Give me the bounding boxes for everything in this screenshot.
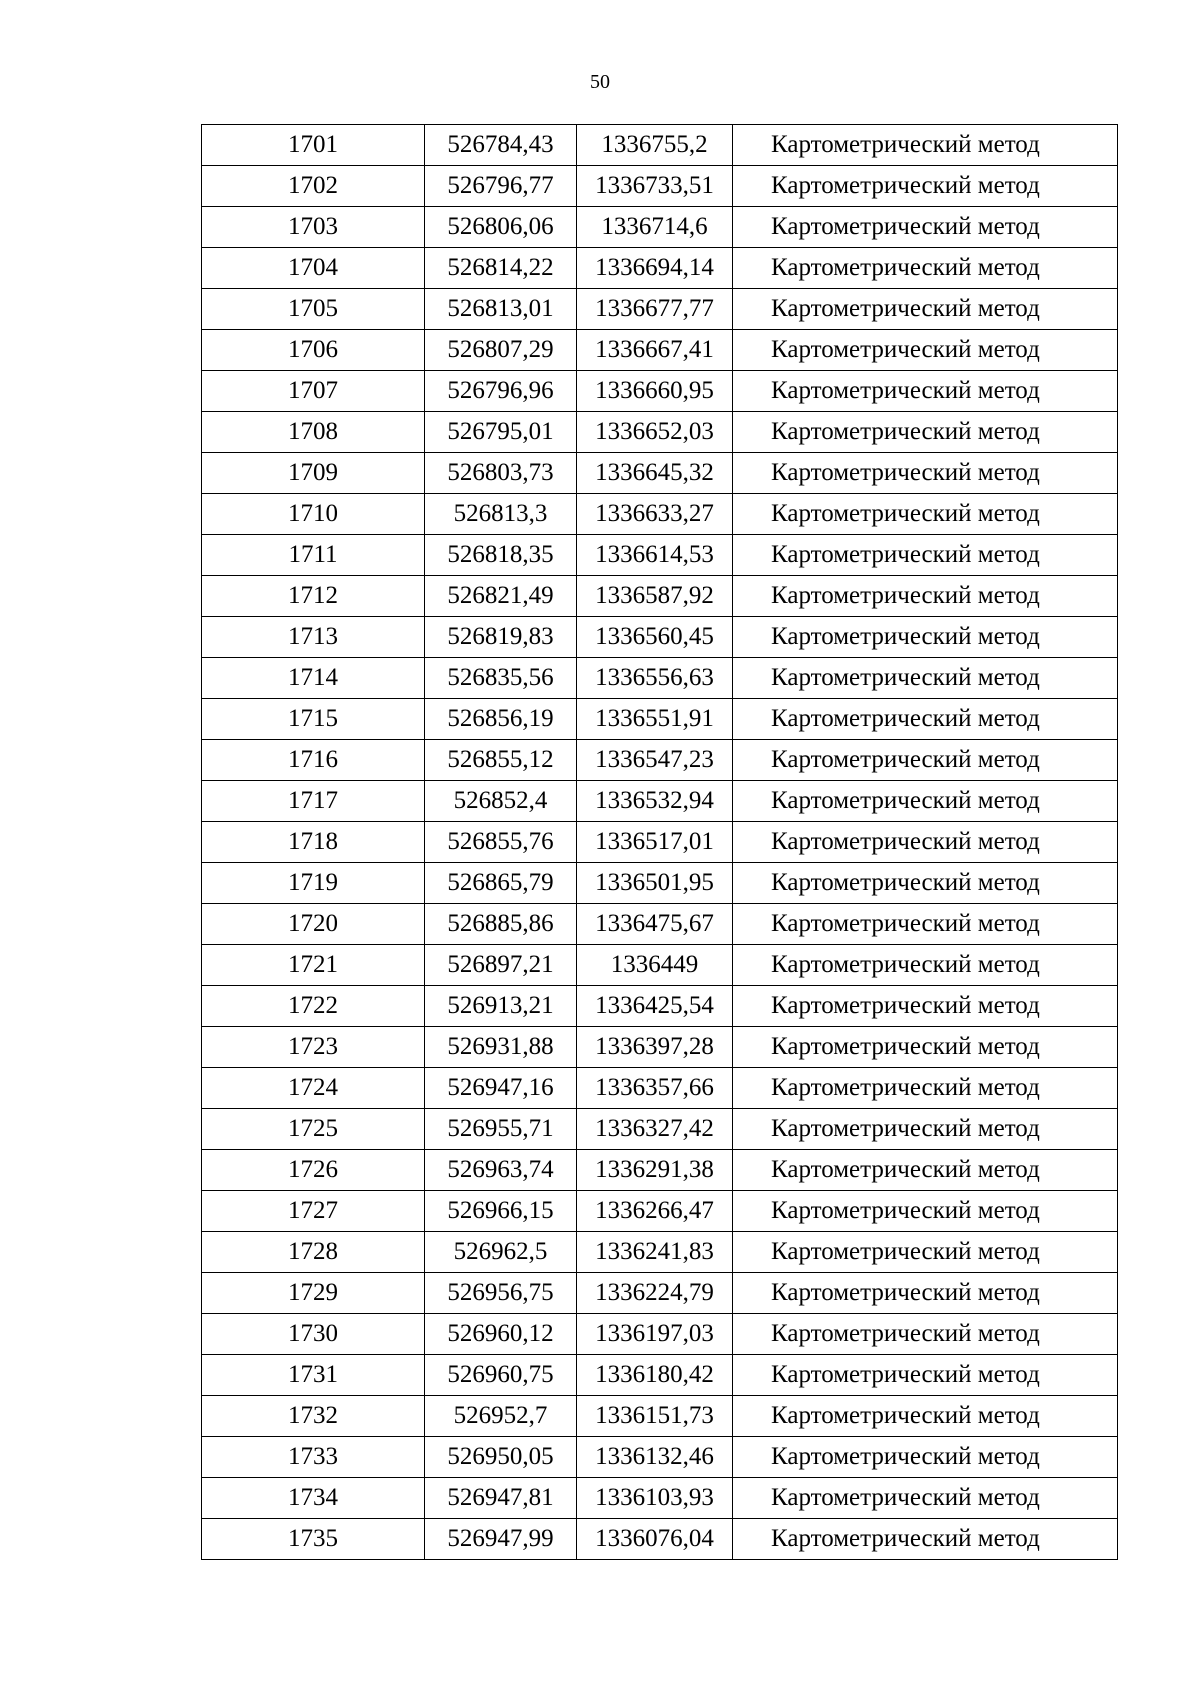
method-cell: Картометрический метод [733,617,1118,658]
y-coordinate-cell: 1336551,91 [577,699,733,740]
table-row [202,1437,1118,1478]
point-number-cell: 1704 [202,248,425,289]
method-cell: Картометрический метод [733,822,1118,863]
y-coordinate-cell: 1336517,01 [577,822,733,863]
method-cell: Картометрический метод [733,412,1118,453]
method-cell: Картометрический метод [733,125,1118,166]
x-coordinate-cell: 526856,19 [425,699,577,740]
table-row [202,1109,1118,1150]
method-cell: Картометрический метод [733,248,1118,289]
table-row [202,371,1118,412]
y-coordinate-cell: 1336714,6 [577,207,733,248]
point-number-cell: 1731 [202,1355,425,1396]
table-row [202,1232,1118,1273]
table-row [202,945,1118,986]
x-coordinate-cell: 526784,43 [425,125,577,166]
coordinates-table [201,124,1118,1560]
table-row [202,207,1118,248]
x-coordinate-cell: 526814,22 [425,248,577,289]
point-number-cell: 1723 [202,1027,425,1068]
table-row [202,453,1118,494]
method-cell: Картометрический метод [733,1478,1118,1519]
method-cell: Картометрический метод [733,904,1118,945]
y-coordinate-cell: 1336614,53 [577,535,733,576]
table-row [202,494,1118,535]
method-cell: Картометрический метод [733,453,1118,494]
point-number-cell: 1705 [202,289,425,330]
point-number-cell: 1734 [202,1478,425,1519]
table-row [202,289,1118,330]
y-coordinate-cell: 1336501,95 [577,863,733,904]
point-number-cell: 1721 [202,945,425,986]
method-cell: Картометрический метод [733,207,1118,248]
y-coordinate-cell: 1336291,38 [577,1150,733,1191]
point-number-cell: 1725 [202,1109,425,1150]
method-cell: Картометрический метод [733,986,1118,1027]
y-coordinate-cell: 1336556,63 [577,658,733,699]
y-coordinate-cell: 1336560,45 [577,617,733,658]
x-coordinate-cell: 526897,21 [425,945,577,986]
table-row [202,576,1118,617]
point-number-cell: 1711 [202,535,425,576]
point-number-cell: 1702 [202,166,425,207]
method-cell: Картометрический метод [733,699,1118,740]
method-cell: Картометрический метод [733,1355,1118,1396]
method-cell: Картометрический метод [733,1396,1118,1437]
method-cell: Картометрический метод [733,740,1118,781]
x-coordinate-cell: 526855,76 [425,822,577,863]
table-row [202,617,1118,658]
x-coordinate-cell: 526835,56 [425,658,577,699]
table-row [202,1191,1118,1232]
table-row [202,125,1118,166]
x-coordinate-cell: 526913,21 [425,986,577,1027]
table-row [202,699,1118,740]
point-number-cell: 1713 [202,617,425,658]
table-row [202,1273,1118,1314]
table-row [202,1478,1118,1519]
point-number-cell: 1726 [202,1150,425,1191]
x-coordinate-cell: 526865,79 [425,863,577,904]
y-coordinate-cell: 1336694,14 [577,248,733,289]
y-coordinate-cell: 1336357,66 [577,1068,733,1109]
point-number-cell: 1707 [202,371,425,412]
page-number: 50 [590,71,610,93]
point-number-cell: 1720 [202,904,425,945]
table-row [202,330,1118,371]
method-cell: Картометрический метод [733,494,1118,535]
y-coordinate-cell: 1336076,04 [577,1519,733,1560]
table-row [202,166,1118,207]
point-number-cell: 1715 [202,699,425,740]
table-row [202,1314,1118,1355]
y-coordinate-cell: 1336645,32 [577,453,733,494]
point-number-cell: 1724 [202,1068,425,1109]
table-row [202,781,1118,822]
y-coordinate-cell: 1336397,28 [577,1027,733,1068]
table-row [202,986,1118,1027]
x-coordinate-cell: 526807,29 [425,330,577,371]
x-coordinate-cell: 526947,16 [425,1068,577,1109]
x-coordinate-cell: 526813,3 [425,494,577,535]
method-cell: Картометрический метод [733,863,1118,904]
y-coordinate-cell: 1336633,27 [577,494,733,535]
x-coordinate-cell: 526962,5 [425,1232,577,1273]
y-coordinate-cell: 1336547,23 [577,740,733,781]
y-coordinate-cell: 1336652,03 [577,412,733,453]
x-coordinate-cell: 526955,71 [425,1109,577,1150]
x-coordinate-cell: 526819,83 [425,617,577,658]
x-coordinate-cell: 526956,75 [425,1273,577,1314]
table-row [202,904,1118,945]
method-cell: Картометрический метод [733,1027,1118,1068]
method-cell: Картометрический метод [733,576,1118,617]
method-cell: Картометрический метод [733,1068,1118,1109]
y-coordinate-cell: 1336755,2 [577,125,733,166]
method-cell: Картометрический метод [733,658,1118,699]
point-number-cell: 1722 [202,986,425,1027]
x-coordinate-cell: 526855,12 [425,740,577,781]
x-coordinate-cell: 526821,49 [425,576,577,617]
x-coordinate-cell: 526813,01 [425,289,577,330]
point-number-cell: 1728 [202,1232,425,1273]
point-number-cell: 1719 [202,863,425,904]
table-row [202,740,1118,781]
table-row [202,1396,1118,1437]
method-cell: Картометрический метод [733,166,1118,207]
x-coordinate-cell: 526960,75 [425,1355,577,1396]
x-coordinate-cell: 526947,99 [425,1519,577,1560]
y-coordinate-cell: 1336180,42 [577,1355,733,1396]
y-coordinate-cell: 1336587,92 [577,576,733,617]
table-row [202,863,1118,904]
x-coordinate-cell: 526796,77 [425,166,577,207]
x-coordinate-cell: 526818,35 [425,535,577,576]
method-cell: Картометрический метод [733,1191,1118,1232]
point-number-cell: 1708 [202,412,425,453]
point-number-cell: 1701 [202,125,425,166]
y-coordinate-cell: 1336103,93 [577,1478,733,1519]
method-cell: Картометрический метод [733,945,1118,986]
point-number-cell: 1727 [202,1191,425,1232]
y-coordinate-cell: 1336197,03 [577,1314,733,1355]
method-cell: Картометрический метод [733,1273,1118,1314]
y-coordinate-cell: 1336667,41 [577,330,733,371]
coordinates-table-body [202,125,1118,1560]
point-number-cell: 1706 [202,330,425,371]
method-cell: Картометрический метод [733,1314,1118,1355]
x-coordinate-cell: 526806,06 [425,207,577,248]
x-coordinate-cell: 526885,86 [425,904,577,945]
table-row [202,1355,1118,1396]
method-cell: Картометрический метод [733,535,1118,576]
y-coordinate-cell: 1336532,94 [577,781,733,822]
point-number-cell: 1729 [202,1273,425,1314]
y-coordinate-cell: 1336733,51 [577,166,733,207]
point-number-cell: 1709 [202,453,425,494]
method-cell: Картометрический метод [733,1150,1118,1191]
point-number-cell: 1718 [202,822,425,863]
table-row [202,1027,1118,1068]
method-cell: Картометрический метод [733,330,1118,371]
y-coordinate-cell: 1336677,77 [577,289,733,330]
x-coordinate-cell: 526952,7 [425,1396,577,1437]
table-row [202,822,1118,863]
x-coordinate-cell: 526796,96 [425,371,577,412]
y-coordinate-cell: 1336327,42 [577,1109,733,1150]
x-coordinate-cell: 526947,81 [425,1478,577,1519]
point-number-cell: 1735 [202,1519,425,1560]
point-number-cell: 1710 [202,494,425,535]
x-coordinate-cell: 526966,15 [425,1191,577,1232]
x-coordinate-cell: 526852,4 [425,781,577,822]
y-coordinate-cell: 1336660,95 [577,371,733,412]
y-coordinate-cell: 1336151,73 [577,1396,733,1437]
method-cell: Картометрический метод [733,371,1118,412]
table-row [202,1150,1118,1191]
table-row [202,1068,1118,1109]
point-number-cell: 1716 [202,740,425,781]
x-coordinate-cell: 526795,01 [425,412,577,453]
x-coordinate-cell: 526931,88 [425,1027,577,1068]
x-coordinate-cell: 526950,05 [425,1437,577,1478]
y-coordinate-cell: 1336425,54 [577,986,733,1027]
table-row [202,412,1118,453]
table-row [202,658,1118,699]
point-number-cell: 1730 [202,1314,425,1355]
method-cell: Картометрический метод [733,289,1118,330]
table-row [202,1519,1118,1560]
point-number-cell: 1714 [202,658,425,699]
y-coordinate-cell: 1336132,46 [577,1437,733,1478]
y-coordinate-cell: 1336449 [577,945,733,986]
y-coordinate-cell: 1336266,47 [577,1191,733,1232]
method-cell: Картометрический метод [733,1437,1118,1478]
table-row [202,248,1118,289]
point-number-cell: 1712 [202,576,425,617]
point-number-cell: 1732 [202,1396,425,1437]
y-coordinate-cell: 1336224,79 [577,1273,733,1314]
method-cell: Картометрический метод [733,1519,1118,1560]
method-cell: Картометрический метод [733,1232,1118,1273]
x-coordinate-cell: 526803,73 [425,453,577,494]
point-number-cell: 1733 [202,1437,425,1478]
point-number-cell: 1717 [202,781,425,822]
x-coordinate-cell: 526963,74 [425,1150,577,1191]
y-coordinate-cell: 1336475,67 [577,904,733,945]
table-row [202,535,1118,576]
y-coordinate-cell: 1336241,83 [577,1232,733,1273]
method-cell: Картометрический метод [733,781,1118,822]
x-coordinate-cell: 526960,12 [425,1314,577,1355]
method-cell: Картометрический метод [733,1109,1118,1150]
point-number-cell: 1703 [202,207,425,248]
